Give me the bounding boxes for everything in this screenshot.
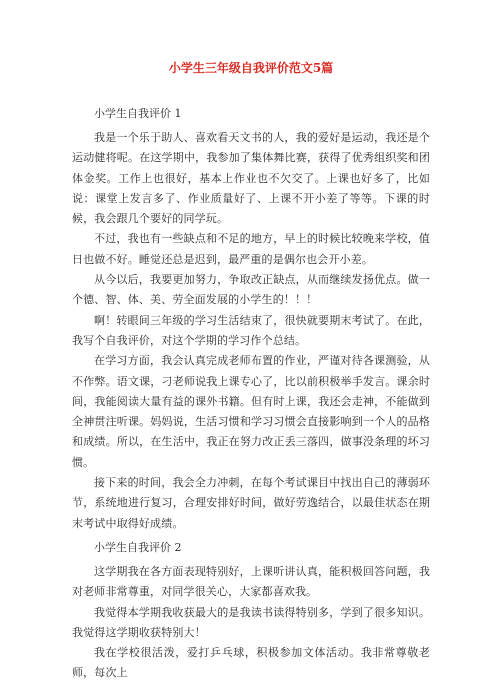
section-heading: 小学生自我评价 1 — [94, 107, 182, 120]
section-2 — [72, 538, 430, 684]
paragraph: 我在学校很活泼，爱打乒乓球，积极参加文体活动。我非常尊敬老师，每次上 — [72, 646, 430, 680]
paragraph: 啊！转眼间三年级的学习生活结束了，很快就要期末考试了。在此，我写个自我评价，对这个学期的学习作个总结。 — [72, 313, 430, 347]
document-page — [72, 60, 430, 684]
paragraph: 不过，我也有一些缺点和不足的地方，早上的时候比较晚来学校，值日也做不好。睡觉还总是迟到，最严重的是偶尔也会开小差。 — [72, 232, 430, 266]
paragraph: 接下来的时间，我会全力冲刺，在每个考试课目中找出自己的薄弱环节，系统地进行复习，合理安排好时间，做好劳逸结合，以最佳状态在期末考试中取得好成绩。 — [72, 476, 430, 530]
section-heading: 小学生自我评价 2 — [94, 540, 182, 554]
paragraph: 我觉得本学期我收获最大的是我读书读得特别多，学到了很多知识。我觉得这学期收获特别大！ — [72, 605, 430, 639]
paragraph: 我是一个乐于助人、喜欢看天文书的人，我的爱好是运动，我还是个运动健将呢。在这学期中，我参加了集体舞比赛，获得了优秀组织奖和团体金奖。工作上也很好，基本上作业也不欠交了。上课也好多了，比如说：课堂上发言多了、作业质量好了、上课不开小差了等等。下课的时候，我会跟几个要好的同学玩。 — [72, 131, 430, 226]
paragraph: 这学期我在各方面表现特别好，上课听讲认真，能积极回答问题，我对老师非常尊重，对同学很关心，大家都喜欢我。 — [72, 564, 430, 599]
paragraph: 在学习方面，我会认真完成老师布置的作业，严谨对待各课测验，从不作弊。语文课，刁老师说我上课专心了，比以前积极举手发言。课余时间，我能阅读大量有益的课外书籍。但有时上课，我还会走神，不能做到全神贯注听课。妈妈说，生活习惯和学习习惯会直接影响到一个人的品格和成绩。所以，在生活中，我正在努力改正丢三落四，做事没条理的坏习惯。 — [72, 354, 430, 469]
document-title: 小学生三年级自我评价范文5篇 — [168, 61, 334, 75]
section-1 — [72, 104, 430, 534]
paragraph: 从今以后，我要更加努力，争取改正缺点，从而继续发扬优点。做一个德、智、体、美、劳全面发展的小学生的！！！ — [72, 273, 430, 307]
